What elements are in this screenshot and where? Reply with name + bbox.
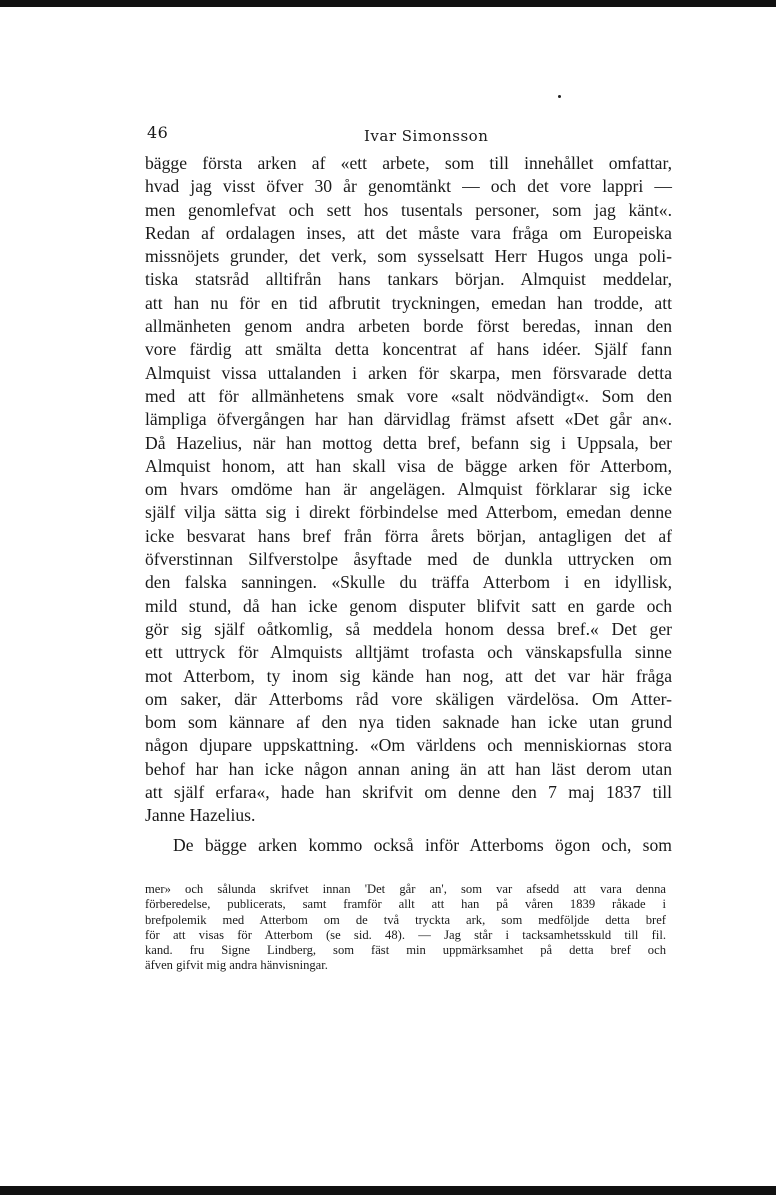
text-line: någon djupare uppskattning. «Om världens och menniskiornas stora — [145, 735, 672, 756]
footnote-line: mer» och sålunda skrifvet innan 'Det går an', som var afsedd att vara denna — [145, 882, 666, 896]
text-line: mot Atterbom, ty inom sig kände han nog, att det var här fråga — [145, 665, 672, 686]
text-line: missnöjets grunder, det verk, som sysselsatt Herr Hugos unga poli- — [145, 246, 672, 267]
text-line: behof har han icke någon annan aning än att han läst derom utan — [145, 758, 672, 779]
text-line: lämpliga öfvergången har han därvidlag främst afsett «Det går an«. — [145, 409, 672, 430]
footnote — [145, 882, 666, 974]
text-line: själf vilja sätta sig i direkt förbindelse med Atterbom, emedan denne — [145, 502, 672, 523]
text-line: bom som kännare af den nya tiden saknade han icke utan grund — [145, 712, 672, 733]
text-line: Almquist honom, att han skall visa de bägge arken för Atterbom, — [145, 455, 672, 476]
text-line: hvad jag visst öfver 30 år genomtänkt — och det vore lappri — — [145, 176, 672, 197]
text-line: med att för allmänhetens smak vore «salt nödvändigt«. Som den — [145, 385, 672, 406]
text-line: om saker, där Atterboms råd vore skäligen värdelösa. Om Atter- — [145, 688, 672, 709]
footnote-line: kand. fru Signe Lindberg, som fäst min uppmärksamhet på detta bref och — [145, 943, 666, 958]
text-line: Almquist vissa uttalanden i arken för skarpa, men försvarade detta — [145, 362, 672, 383]
text-line: vore färdig att smälta detta koncentrat af hans idéer. Själf fann — [145, 339, 672, 360]
scan-top-border — [0, 0, 776, 7]
text-line: om hvars omdöme han är angelägen. Almquist förklarar sig icke — [145, 479, 672, 500]
scan-bottom-border — [0, 1186, 776, 1195]
page-number: 46 — [147, 123, 169, 142]
footnote-line: äfven gifvit mig andra hänvisningar. — [145, 958, 328, 973]
text-line: tiska statsråd alltifrån hans tankars början. Almquist meddelar, — [145, 269, 672, 290]
scan-speck — [558, 95, 561, 98]
text-line: att själf erfara«, hade han skrifvit om denne den 7 maj 1837 till — [145, 782, 672, 803]
text-line: men genomlefvat och sett hos tusentals personer, som jag känt«. — [145, 199, 672, 220]
text-line: ett uttryck för Almquists alltjämt trofasta och vänskapsfulla sinne — [145, 642, 672, 663]
text-line: Då Hazelius, när han mottog detta bref, befann sig i Uppsala, ber — [145, 432, 672, 453]
text-line: allmänheten genom andra arbeten borde först beredas, innan den — [145, 316, 672, 337]
text-line: att han nu för en tid afbrutit tryckningen, emedan han trodde, att — [145, 292, 672, 313]
text-line: bägge första arken af «ett arbete, som till innehållet omfattar, — [145, 153, 672, 173]
text-line-paragraph-end: Janne Hazelius. — [145, 805, 256, 826]
text-line: icke besvarat hans bref från förra årets början, antagligen det af — [145, 525, 672, 546]
text-line: mild stund, då han icke genom disputer blifvit satt en garde och — [145, 595, 672, 616]
footnote-line: brefpolemik med Atterbom om de två tryckta ark, som medföljde detta bref — [145, 912, 666, 927]
main-text — [145, 152, 672, 857]
text-line: Redan af ordalagen inses, att det måste vara fråga om Europeiska — [145, 222, 672, 243]
text-line: den falska sanningen. «Skulle du träffa Atterbom i en idyllisk, — [145, 572, 672, 593]
footnote-line: förberedelse, publicerats, samt framför allt att han på våren 1839 råkade i — [145, 897, 666, 912]
text-line: gör sig själf oåtkomlig, så meddela honom dessa bref.« Det ger — [145, 618, 672, 639]
text-line-paragraph-start: De bägge arken kommo också inför Atterboms ögon och, som — [173, 834, 672, 855]
footnote-line: för att visas för Atterbom (se sid. 48). — Jag står i tacksamhetsskuld till fil. — [145, 927, 666, 942]
running-title: Ivar Simonsson — [364, 127, 489, 145]
text-line: öfverstinnan Silfverstolpe åsyftade med de dunkla uttrycken om — [145, 549, 672, 570]
